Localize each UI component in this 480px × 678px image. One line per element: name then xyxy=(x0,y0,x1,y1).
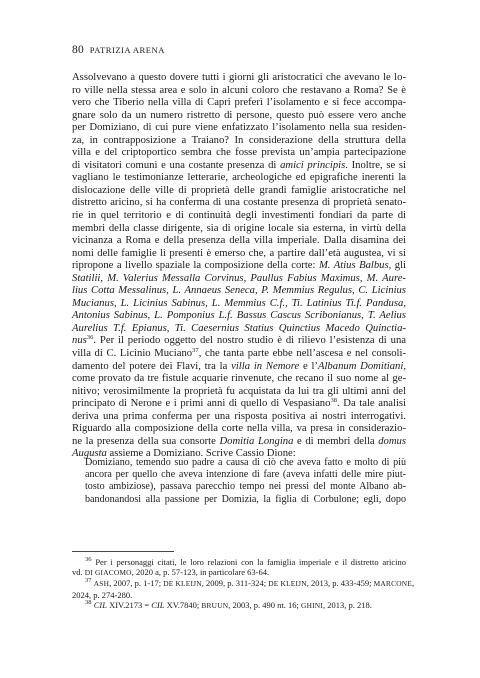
footnote-line: vd. DI GIACOMO, 2020 a, p. 57-123, in particolare 63-64. xyxy=(72,567,270,578)
text-line: Antonius Sabinus, L. Pomponius L.f. Bassus Cascus Scribonianus, T. Aelius xyxy=(72,310,406,322)
text-line: gnare solo da un numero ristretto di persone, questo può essere vero anche xyxy=(72,109,406,121)
body-text xyxy=(72,72,406,461)
footnote-line: $^{36}$ Per i personaggi citati, le loro relazioni con la famiglia imperiale e il distretto aricino xyxy=(85,556,406,567)
text-line: villa e del criptoportico sembra che fosse prevista un’ampia partecipazione xyxy=(72,147,406,159)
footnote-line: $^{38}$ CIL XIV.2173 = CIL XV.7840; BRUUN, 2003, p. 490 nt. 16; GHINI, 2013, p. 218. xyxy=(85,598,372,610)
text-line: Assolvevano a questo dovere tutti i giorni gli aristocratici che avevano le lo- xyxy=(72,72,406,83)
quote-line: ancora per quello che aveva intenzione di fare (aveva infatti delle mire piut- xyxy=(85,469,406,481)
text-line: ro ville nella stessa area e solo in alcuni coloro che restavano a Roma? Se è xyxy=(72,84,406,96)
text-line: damento del potere dei Flavi, tra la villa in Nemore e l’Albanum Domitiani, xyxy=(72,360,406,372)
quote-line: Domiziano, temendo suo padre a causa di ciò che aveva fatto e molto di più xyxy=(85,457,406,468)
quote-line: bandonandosi alla passione per Domizia, la figlia di Corbulone; egli, dopo xyxy=(85,493,406,505)
footnote-line: 2024, p. 274-280. xyxy=(72,589,133,600)
quote-line: tosto ambiziose), passava parecchio tempo nei pressi del monte Albano ab- xyxy=(85,481,406,493)
footnote-separator xyxy=(72,551,174,552)
text-line: come provato da tre fistule acquarie rinvenute, che recano il suo nome al ge- xyxy=(72,373,406,385)
text-line: nomi delle famiglie lì presenti è emerso che, a partire dall’età augustea, vi si xyxy=(72,247,406,259)
block-quotation xyxy=(85,457,406,506)
page-number: 80 xyxy=(72,44,84,56)
text-line: distretto aricino, si ha conferma di una costante presenza di proprietà senato- xyxy=(72,197,406,209)
text-line: principato di Nerone e i primi anni di quello di Vespasiano$^{38}$. Da tale analisi xyxy=(72,397,406,410)
running-author: PATRIZIA ARENA xyxy=(89,45,165,55)
text-line: per Domiziano, di cui pure viene enfatizzato l’isolamento nella sua residen- xyxy=(72,122,406,134)
text-line: villa di C. Licinio Muciano$^{37}$, che tanta parte ebbe nell’ascesa e nel consoli- xyxy=(72,347,406,360)
text-line: deriva una prima conferma per una risposta positiva ai nostri interrogativi. xyxy=(72,410,406,422)
text-line: Augusta assieme a Domiziano. Scrive Cassio Dione: xyxy=(72,448,296,460)
text-line: vero che Tiberio nella villa di Capri preferì l’isolamento e si fece accompa- xyxy=(72,97,406,109)
text-line: vagliano le testimonianze letterarie, archeologiche ed epigrafiche inerenti la xyxy=(72,172,406,184)
text-line: membri della classe dirigente, sia di origine locale sia esterna, in virtù della xyxy=(72,222,406,234)
text-line: Statilii, M. Valerius Messalla Corvinus, Paullus Fabius Maximus, M. Aure- xyxy=(72,272,406,284)
text-line: nitivo; verosimilmente la proprietà fu acquistata da lui tra gli ultimi anni del xyxy=(72,385,406,397)
running-header xyxy=(72,44,165,56)
text-line: lius Cotta Messalinus, L. Annaeus Seneca, P. Memmius Regulus, C. Licinius xyxy=(72,285,407,297)
text-line: ne la presenza della sua consorte Domitia Longina e di membri della domus xyxy=(72,435,407,447)
text-line: Riguardo alla composizione della corte nella villa, va presa in considerazio- xyxy=(72,423,406,435)
text-line: dislocazione delle ville di proprietà delle grandi famiglie aristocratiche nel xyxy=(72,184,406,196)
text-line: Mucianus, L. Licinius Sabinus, L. Memmius C.f., Ti. Latinius Ti.f. Pandusa, xyxy=(72,297,406,309)
text-line: nus$^{36}$. Per il periodo oggetto del nostro studio è di rilievo l’esistenza di una xyxy=(72,334,406,347)
text-line: za, in contrapposizione a Traiano? In considerazione della struttura della xyxy=(72,134,406,146)
text-line: di visitatori comuni e una costante presenza di amici principis. Inoltre, se si xyxy=(72,159,407,171)
footnotes xyxy=(72,556,415,611)
text-line: ripropone a livello spaziale la composizione della corte: M. Atius Balbus, gli xyxy=(72,260,406,272)
text-line: vicinanza a Roma e della presenza della villa imperiale. Dalla disamina dei xyxy=(72,235,406,247)
text-line: rie in quel territorio e di continuità degli investimenti fondiari da parte di xyxy=(72,210,406,222)
text-line: Aurelius T.f. Epianus, Ti. Caesernius Statius Quinctius Macedo Quinctia- xyxy=(72,322,406,334)
footnote-line: $^{37}$ ASH, 2007, p. 1-17; DE KLEIJN, 2009, p. 311-324; DE KLEIJN, 2013, p. 433-459; MARCONE, xyxy=(85,577,415,589)
